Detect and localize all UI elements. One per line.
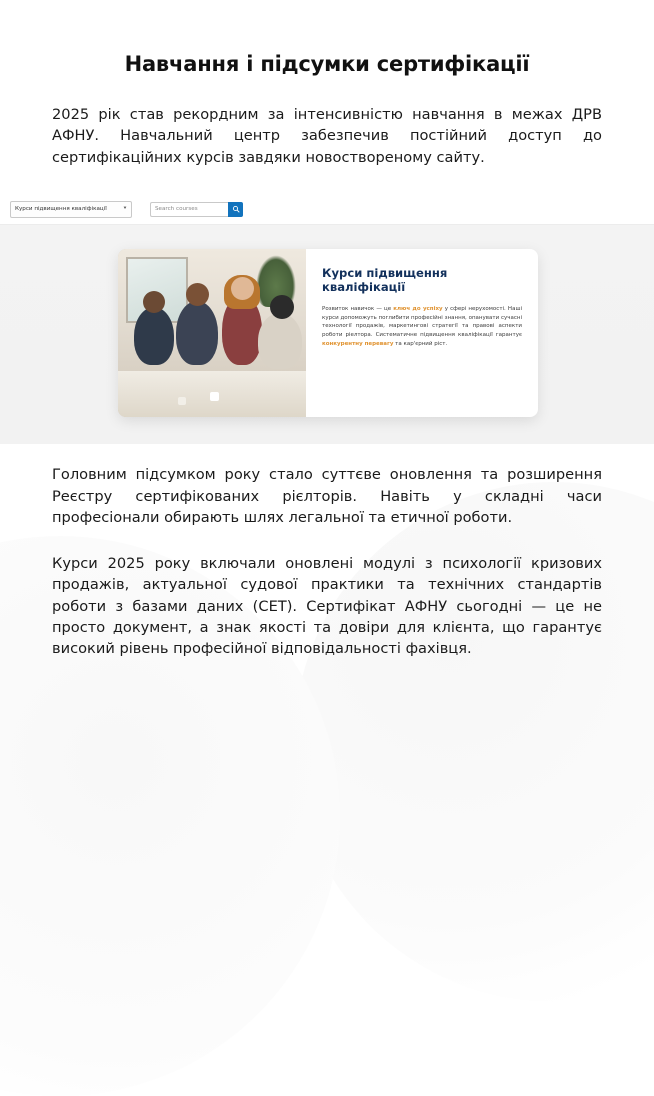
- chevron-down-icon: ⯆: [122, 206, 127, 213]
- course-body-part-3: та кар'єрний ріст.: [393, 341, 448, 348]
- paragraph-intro: 2025 рік став рекордним за інтенсивністю навчання в межах ДРВ АФНУ. Навчальний центр забезпечив постійний доступ до сертифікаційних курсів завдяки новоствореному сайту.: [52, 106, 602, 166]
- search-group: [150, 202, 243, 217]
- course-photo: [118, 249, 306, 417]
- course-body-highlight-1: ключ до успіху: [393, 305, 443, 312]
- search-input[interactable]: Search courses: [150, 202, 228, 217]
- website-screenshot: [0, 194, 654, 444]
- course-card-body: [322, 305, 522, 350]
- search-button[interactable]: [228, 202, 243, 217]
- course-body-highlight-2: конкурентну перевагу: [322, 341, 394, 348]
- screenshot-toolbar: [0, 194, 654, 225]
- page-title: Навчання і підсумки сертифікації: [124, 52, 530, 76]
- paragraph-courses: Курси 2025 року включали оновлені модулі з психології кризових продажів, актуальної судової практики та технічних стандартів роботи з базами даних (СЕТ). Сертифікат АФНУ сьогодні — це не просто документ, а знак якості та довіри для клієнта, що гарантує високий рівень професійної відповідальності фахівця.: [52, 554, 602, 658]
- document-page: [0, 52, 654, 896]
- course-card-text: [306, 249, 538, 417]
- course-card-title: Курси підвищення кваліфікації: [322, 266, 448, 295]
- course-category-label: Курси підвищення кваліфікації: [15, 206, 107, 213]
- paragraph-registry: Головним підсумком року стало суттєве оновлення та розширення Реєстру сертифікованих рієлторів. Навіть у складні часи професіонали обирають шлях легальної та етичної роботи.: [52, 466, 602, 527]
- course-body-part-2: у сфері нерухомості. Наші курси допоможуть поглибити професійні знання, опанувати сучасні технології продажів, маркетингові стратегії та правові аспекти роботи ріелтора. Систематичне підвищення кваліфікації гарантує: [322, 305, 523, 339]
- course-card[interactable]: [118, 249, 538, 417]
- course-category-select[interactable]: [10, 201, 132, 218]
- search-icon: [232, 205, 240, 213]
- course-body-part-1: Розвиток навичок — це: [322, 305, 394, 312]
